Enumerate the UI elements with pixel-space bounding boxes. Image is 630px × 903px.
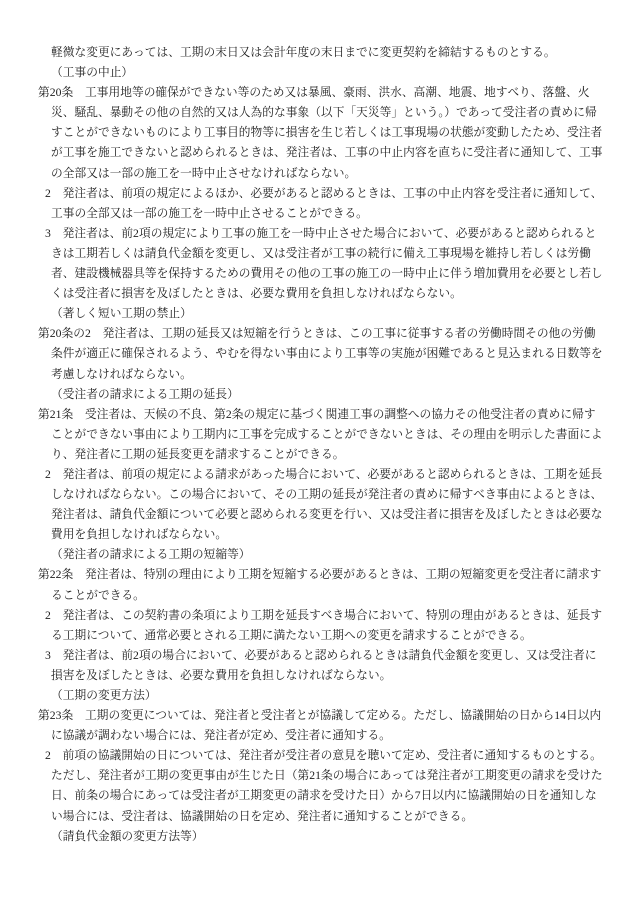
- section-heading: （工事の中止）: [51, 66, 134, 80]
- text-line: ることができる。: [51, 588, 145, 602]
- text-line: 費用を負担しなければならない。: [51, 528, 228, 542]
- text-line: 損害を及ぼしたときは、必要な費用を負担しなければならない。: [51, 668, 392, 682]
- document-body: [38, 43, 602, 847]
- text-line: る工期について、通常必要とされる工期に満たない工期への変更を請求することができる。: [51, 628, 532, 642]
- article-opening-line: 第21条 受注者は、天候の不良、第2条の規定に基づく関連工事の調整への協力その他受注者の責めに帰す: [38, 407, 596, 421]
- text-line: に協議が調わない場合には、発注者が定め、受注者に通知する。: [51, 729, 391, 743]
- article-opening-line: 第20条 工事用地等の確保ができない等のため又は暴風、豪雨、洪水、高潮、地震、地すべり、落盤、火: [38, 86, 590, 100]
- article-opening-line: 第22条 発注者は、特別の理由により工期を短縮する必要があるときは、工期の短縮変更を受注者に請求す: [38, 568, 602, 582]
- text-line: ただし、発注者が工期の変更事由が生じた日（第21条の場合にあっては発注者が工期変更の請求を受けた: [51, 769, 603, 783]
- text-line: 者、建設機械器具等を保持するための費用その他の工事の施工の一時中止に伴う増加費用を必要とし若し: [51, 267, 603, 281]
- paragraph-line: 2 発注者は、前項の規定による請求があった場合において、必要があると認められるときは、工期を延長: [45, 467, 603, 481]
- text-line: 発注者は、請負代金額について必要と認められる変更を行い、又は受注者に損害を及ぼしたときは必要な: [51, 508, 603, 522]
- article-opening-line: 第20条の2 発注者は、工期の延長又は短縮を行うときは、この工事に従事する者の労働時間その他の労働: [38, 327, 596, 341]
- text-line: 災、騒乱、暴動その他の自然的又は人為的な事象（以下「天災等」という。）であって受注者の責めに帰: [51, 106, 597, 120]
- text-line: 軽微な変更にあっては、工期の末日又は会計年度の末日までに変更契約を締結するものとする。: [51, 46, 556, 59]
- section-heading: （受注者の請求による工期の延長）: [51, 387, 239, 401]
- text-line: くは受注者に損害を及ぼしたときは、必要な費用を負担しなければならない。: [51, 287, 462, 301]
- text-line: ことができない事由により工期内に工事を完成することができないときは、その理由を明示した書面によ: [51, 427, 603, 441]
- text-line: 考慮しなければならない。: [51, 367, 192, 381]
- text-line: きは工期若しくは請負代金額を変更し、又は受注者が工事の続行に備え工事現場を維持し若しくは労働: [51, 246, 591, 260]
- paragraph-line: 3 発注者は、前2項の規定により工事の施工を一時中止させた場合において、必要があると認められると: [45, 226, 597, 240]
- text-line: 工事の全部又は一部の施工を一時中止させることができる。: [51, 206, 368, 220]
- section-heading: （請負代金額の変更方法等）: [51, 829, 204, 843]
- text-line: の全部又は一部の施工を一時中止させなければならない。: [51, 166, 357, 180]
- text-line: すことができないものにより工事目的物等に損害を生じ若しくは工事現場の状態が変動したため、受注者: [51, 126, 603, 140]
- paragraph-line: 2 発注者は、前項の規定によるほか、必要があると認めるときは、工事の中止内容を受注者に通知して、: [45, 186, 603, 200]
- text-line: 条件が適正に確保されるよう、やむを得ない事由により工事等の実施が困難であると見込まれる日数等を: [51, 347, 603, 361]
- section-heading: （発注者の請求による工期の短縮等）: [51, 548, 251, 562]
- text-line: い場合には、受注者は、協議開始の日を定め、発注者に通知することができる。: [51, 809, 474, 823]
- section-heading: （著しく短い工期の禁止）: [51, 307, 192, 321]
- section-heading: （工期の変更方法）: [51, 689, 157, 702]
- paragraph-line: 3 発注者は、前2項の場合において、必要があると認められるときは請負代金額を変更し、又は受注者に: [45, 648, 597, 662]
- text-line: しなければならない。この場合において、その工期の延長が発注者の責めに帰すべき事由によるときは、: [51, 488, 603, 502]
- text-line: が工事を施工できないと認められるときは、発注者は、工事の中止内容を直ちに受注者に通知して、工事: [51, 146, 603, 160]
- paragraph-line: 2 発注者は、この契約書の条項により工期を延長すべき場合において、特別の理由があるときは、延長す: [45, 608, 603, 622]
- article-opening-line: 第23条 工期の変更については、発注者と受注者とが協議して定める。ただし、協議開始の日から14日以内: [38, 709, 602, 723]
- text-line: り、発注者に工期の延長変更を請求することができる。: [51, 447, 345, 461]
- paragraph-line: 2 前項の協議開始の日については、発注者が受注者の意見を聴いて定め、受注者に通知するものとする。: [45, 749, 602, 763]
- text-line: 日、前条の場合にあっては受注者が工期変更の請求を受けた日）から7日以内に協議開始の日を通知しな: [51, 789, 597, 803]
